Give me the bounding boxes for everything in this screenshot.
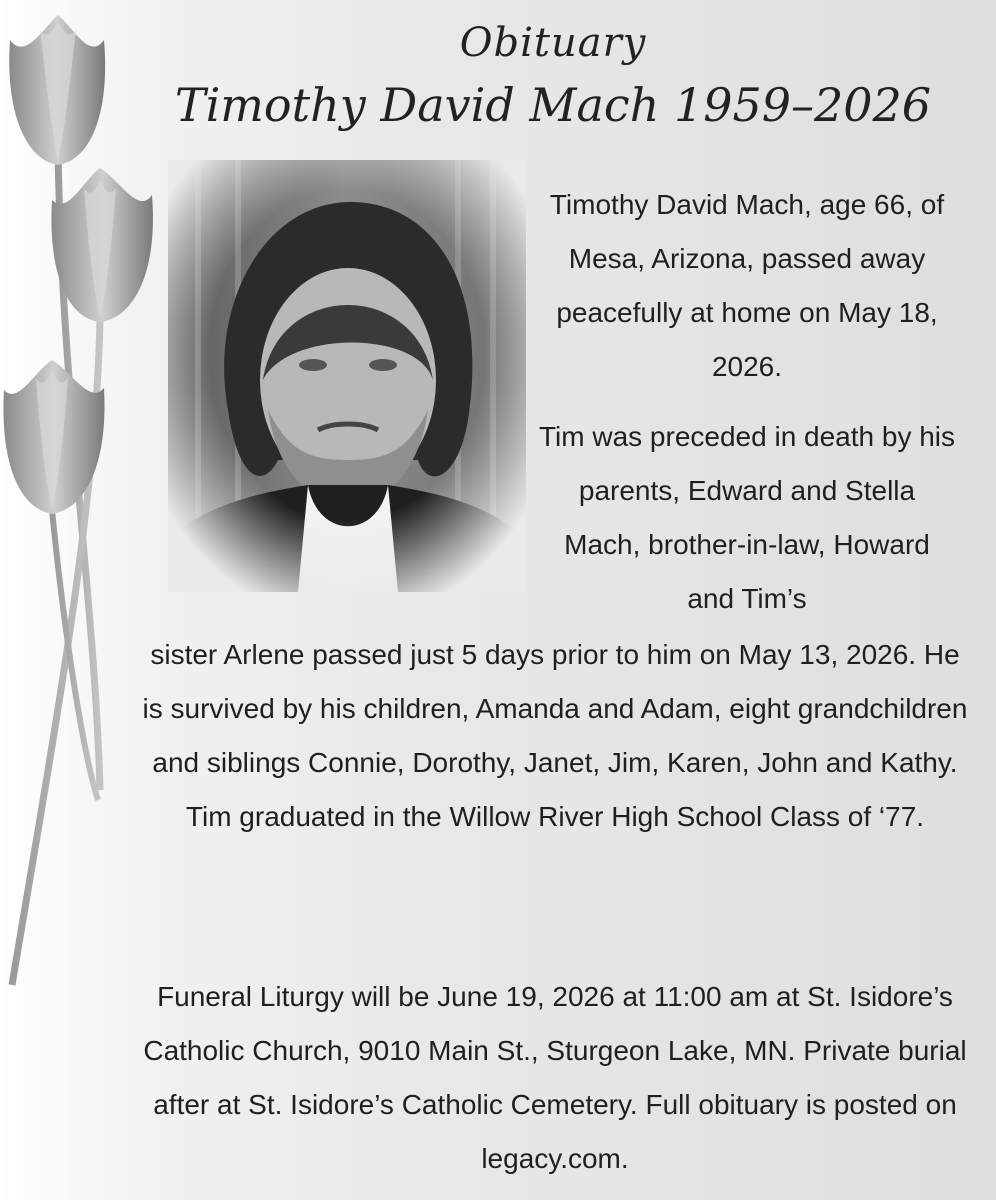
obituary-family-paragraph: Tim was preceded in death by his parents, Edward and Stella Mach, brother-in-law, Howard and Tim’s [538,421,956,614]
funeral-details-paragraph: Funeral Liturgy will be June 19, 2026 at 11:00 am at St. Isidore’s Catholic Church, 9010 Main St., Sturgeon Lake, MN. Private burial after at St. Isidore’s Catholic Cemetery. Full obituary is posted on legacy.com. [143,981,967,1174]
obituary-intro-paragraph: Timothy David Mach, age 66, of Mesa, Arizona, passed away peacefully at home on May 18, 2026. [549,189,945,382]
portrait-photo [168,160,526,592]
obituary-heading: Obituary [459,20,647,66]
tulip-decoration [0,0,170,1000]
tulip-flower-icon [9,15,105,165]
deceased-name-dates: Timothy David Mach 1959–2026 [174,78,932,132]
obituary-family-paragraph-continued: sister Arlene passed just 5 days prior to him on May 13, 2026. He is survived by his children, Amanda and Adam, eight grandchildren and siblings Connie, Dorothy, Janet, Jim, Karen, John and Kathy. Tim graduated in the Willow River High School Class of ‘77. [142,639,968,832]
